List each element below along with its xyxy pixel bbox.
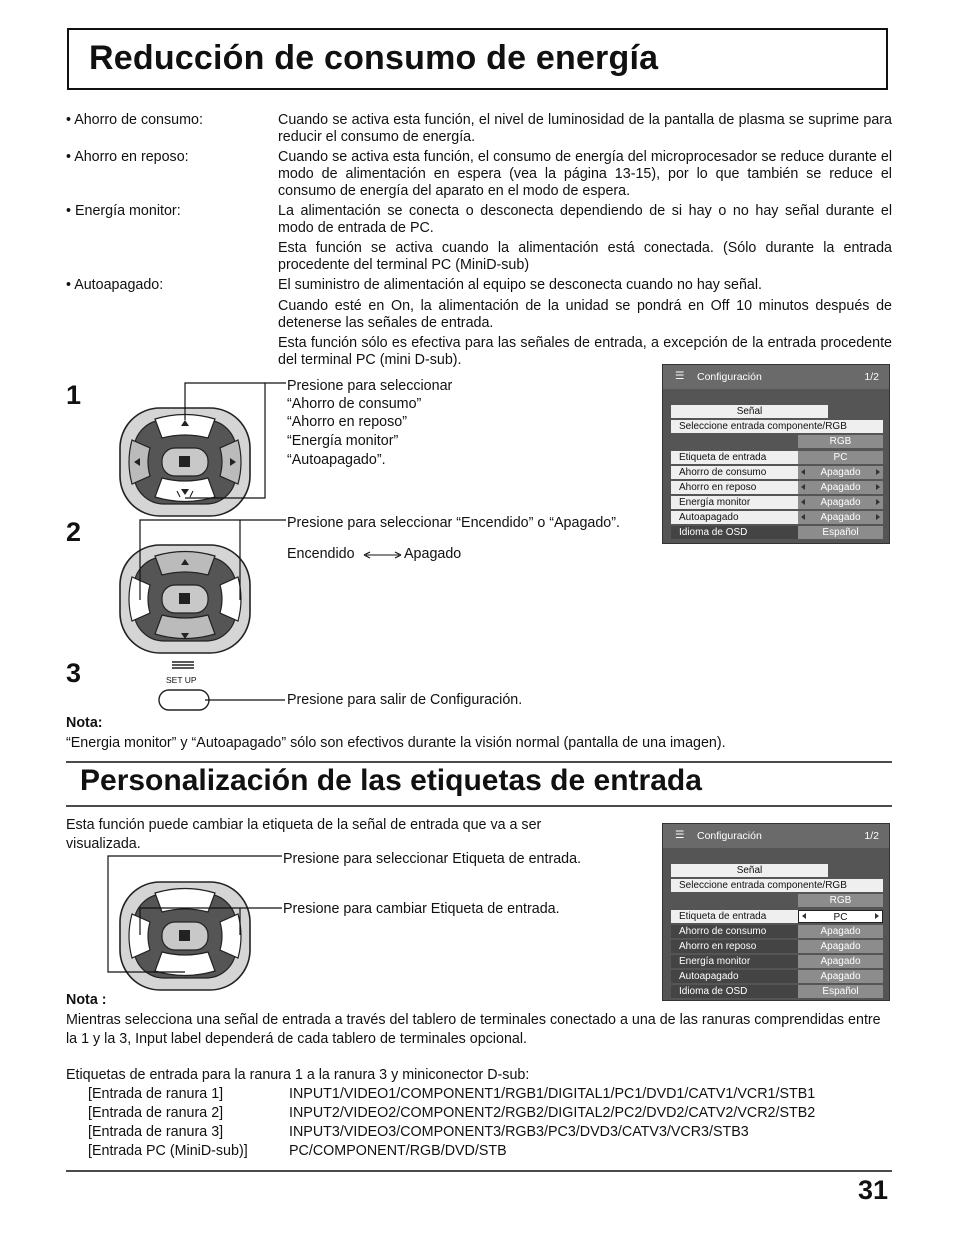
arrow-right-icon bbox=[876, 484, 880, 490]
osd-row-label: Idioma de OSD bbox=[671, 985, 798, 998]
setup-button bbox=[159, 662, 209, 710]
arrow-right-icon bbox=[876, 514, 880, 520]
labels-table bbox=[88, 1085, 815, 1161]
osd-title: Configuración bbox=[697, 371, 762, 383]
osd-row-label: Autoapagado bbox=[671, 511, 798, 524]
osd-row-value: Apagado bbox=[798, 970, 883, 983]
osd-row-value-box bbox=[798, 481, 883, 494]
step-number-1: 1 bbox=[66, 380, 82, 410]
toggle-encendido: Encendido bbox=[287, 546, 355, 562]
setup-button-label: SET UP bbox=[166, 675, 197, 685]
step3-text: Presione para salir de Configuración. bbox=[287, 692, 523, 708]
step2-text: Presione para seleccionar “Encendido” o “Apagado”. bbox=[287, 515, 620, 531]
term-ahorro-reposo: • Ahorro en reposo: bbox=[66, 149, 189, 165]
step-number-2: 2 bbox=[66, 517, 82, 547]
osd-row-label: Ahorro de consumo bbox=[671, 925, 798, 938]
labels-row bbox=[88, 1085, 815, 1104]
osd-row-value: PC bbox=[833, 912, 848, 923]
desc-autoapagado-1: El suministro de alimentación al equipo se desconecta cuando no hay señal. bbox=[278, 277, 763, 293]
arrow-left-icon bbox=[801, 469, 805, 475]
arrow-left-icon bbox=[801, 484, 805, 490]
osd-row-value-box bbox=[798, 910, 883, 923]
nota2-heading: Nota : bbox=[66, 992, 107, 1008]
osd-row-label: Autoapagado bbox=[671, 970, 798, 983]
osd-row-value-box bbox=[798, 466, 883, 479]
osd-row bbox=[671, 970, 883, 983]
osd-row-value: Apagado bbox=[798, 940, 883, 953]
term-autoapagado: • Autoapagado: bbox=[66, 277, 164, 293]
osd-select-label: Seleccione entrada componente/RGB bbox=[671, 879, 883, 892]
osd-row bbox=[671, 451, 883, 464]
remote-dpad-section2 bbox=[120, 882, 250, 990]
labels-slot: [Entrada de ranura 3] bbox=[88, 1124, 224, 1140]
labels-values: INPUT3/VIDEO3/COMPONENT3/RGB3/PC3/DVD3/CATV3/VCR3/STB3 bbox=[289, 1124, 749, 1140]
osd-select-value: RGB bbox=[798, 435, 883, 448]
osd-titlebar bbox=[663, 365, 889, 389]
osd-row-value-box bbox=[798, 511, 883, 524]
osd-row bbox=[671, 985, 883, 998]
osd-row-label: Ahorro de consumo bbox=[671, 466, 798, 479]
osd-menu-2 bbox=[662, 823, 890, 1001]
term-ahorro-consumo: • Ahorro de consumo: bbox=[66, 112, 203, 128]
desc-energia-monitor-2: Esta función se activa cuando la alimentación está conectada. (Sólo durante la entrada procedente del terminal PC (MiniD-sub) bbox=[278, 240, 892, 273]
osd-row-value: Apagado bbox=[820, 482, 861, 493]
osd-menu-1 bbox=[662, 364, 890, 544]
arrow-right-icon bbox=[876, 499, 880, 505]
desc-energia-monitor-1: La alimentación se conecta o desconecta dependiendo de si hay o no hay señal durante el modo de entrada de PC. bbox=[278, 203, 892, 236]
desc-ahorro-consumo: Cuando se activa esta función, el nivel de luminosidad de la pantalla de plasma se suprime para reducir el consumo de energía. bbox=[278, 112, 892, 145]
labels-row bbox=[88, 1123, 815, 1142]
labels-values: INPUT2/VIDEO2/COMPONENT2/RGB2/DIGITAL2/PC2/DVD2/CATV2/VCR2/STB2 bbox=[289, 1105, 816, 1121]
osd-row-label: Energía monitor bbox=[671, 955, 798, 968]
osd-senal: Señal bbox=[671, 405, 828, 418]
step-number-3: 3 bbox=[66, 658, 82, 688]
osd-row-label: Etiqueta de entrada bbox=[671, 910, 798, 923]
term-energia-monitor: • Energía monitor: bbox=[66, 203, 181, 219]
menu-icon: ☰ bbox=[675, 829, 685, 841]
osd-row-label: Ahorro en reposo bbox=[671, 940, 798, 953]
menu-icon: ☰ bbox=[675, 370, 685, 382]
osd-page: 1/2 bbox=[864, 830, 879, 842]
labels-slot: [Entrada PC (MiniD-sub)] bbox=[88, 1143, 248, 1159]
section2-intro: Esta función puede cambiar la etiqueta de la señal de entrada que va a ser visualizada. bbox=[66, 817, 542, 852]
nota1-text: “Energia monitor” y “Autoapagado” sólo son efectivos durante la visión normal (pantalla de una imagen). bbox=[66, 735, 726, 751]
arrow-left-icon bbox=[802, 913, 806, 919]
step1-line5: “Autoapagado”. bbox=[287, 452, 386, 468]
labels-slot: [Entrada de ranura 1] bbox=[88, 1086, 224, 1102]
osd-row-value: Apagado bbox=[798, 955, 883, 968]
labels-row bbox=[88, 1142, 815, 1161]
desc-ahorro-reposo: Cuando se activa esta función, el consumo de energía del microprocesador se reduce durante el modo de alimentación en espera (vea la página 13-15), por lo que también se reduce el consumo de energía del aparato en el modo de espera. bbox=[278, 149, 892, 199]
step1-line2: “Ahorro de consumo” bbox=[287, 396, 422, 412]
osd-row bbox=[671, 466, 883, 479]
osd-row bbox=[671, 496, 883, 509]
osd-row bbox=[671, 481, 883, 494]
osd-row-value: Español bbox=[798, 526, 883, 539]
osd-row-value: Español bbox=[798, 985, 883, 998]
labels-values: PC/COMPONENT/RGB/DVD/STB bbox=[289, 1143, 507, 1159]
osd-row-value: Apagado bbox=[798, 925, 883, 938]
toggle-apagado: Apagado bbox=[404, 546, 462, 562]
step1-line4: “Energía monitor” bbox=[287, 433, 399, 449]
osd-select-label: Seleccione entrada componente/RGB bbox=[671, 420, 883, 433]
desc-autoapagado-3: Esta función sólo es efectiva para las señales de entrada, a excepción de la entrada procedente del terminal PC (mini D-sub). bbox=[278, 335, 892, 368]
osd-row bbox=[671, 940, 883, 953]
osd-page: 1/2 bbox=[864, 371, 879, 383]
osd-row bbox=[671, 526, 883, 539]
osd-row-value: Apagado bbox=[820, 467, 861, 478]
nota2-text: Mientras selecciona una señal de entrada a través del tablero de terminales conectado a una de las ranuras comprendidas entre la 1 y la 3, Input label dependerá de cada tablero de terminales opcional. bbox=[66, 1012, 881, 1047]
osd-titlebar bbox=[663, 824, 889, 848]
osd-select-value: RGB bbox=[798, 894, 883, 907]
osd-row-value: PC bbox=[798, 451, 883, 464]
section2-title: Personalización de las etiquetas de entrada bbox=[80, 764, 702, 797]
page-number: 31 bbox=[858, 1175, 889, 1205]
labels-values: INPUT1/VIDEO1/COMPONENT1/RGB1/DIGITAL1/PC1/DVD1/CATV1/VCR1/STB1 bbox=[289, 1086, 816, 1102]
osd-row-label: Energía monitor bbox=[671, 496, 798, 509]
osd-row-value: Apagado bbox=[820, 497, 861, 508]
osd-row-label: Etiqueta de entrada bbox=[671, 451, 798, 464]
osd-title: Configuración bbox=[697, 830, 762, 842]
labels-slot: [Entrada de ranura 2] bbox=[88, 1105, 224, 1121]
osd-row-value: Apagado bbox=[820, 512, 861, 523]
callout-select-label: Presione para seleccionar Etiqueta de entrada. bbox=[283, 851, 582, 867]
nota1-heading: Nota: bbox=[66, 715, 103, 731]
step1-line1: Presione para seleccionar bbox=[287, 378, 453, 394]
arrow-right-icon bbox=[876, 469, 880, 475]
labels-row bbox=[88, 1104, 815, 1123]
osd-row-label: Ahorro en reposo bbox=[671, 481, 798, 494]
labels-intro: Etiquetas de entrada para la ranura 1 a la ranura 3 y miniconector D-sub: bbox=[66, 1067, 530, 1083]
osd-row-selected bbox=[671, 910, 883, 923]
step1-line3: “Ahorro en reposo” bbox=[287, 414, 407, 430]
arrow-left-icon bbox=[801, 514, 805, 520]
osd-row bbox=[671, 511, 883, 524]
page-title: Reducción de consumo de energía bbox=[89, 39, 659, 77]
desc-autoapagado-2: Cuando esté en On, la alimentación de la unidad se pondrá en Off 10 minutos después de detenerse las señales de entrada. bbox=[278, 298, 892, 331]
arrow-left-icon bbox=[801, 499, 805, 505]
osd-row-value-box bbox=[798, 496, 883, 509]
osd-row bbox=[671, 955, 883, 968]
arrow-right-icon bbox=[875, 913, 879, 919]
osd-senal: Señal bbox=[671, 864, 828, 877]
remote-dpad-step1 bbox=[120, 408, 250, 516]
osd-row bbox=[671, 925, 883, 938]
osd-row-label: Idioma de OSD bbox=[671, 526, 798, 539]
callout-change-label: Presione para cambiar Etiqueta de entrada. bbox=[283, 901, 560, 917]
